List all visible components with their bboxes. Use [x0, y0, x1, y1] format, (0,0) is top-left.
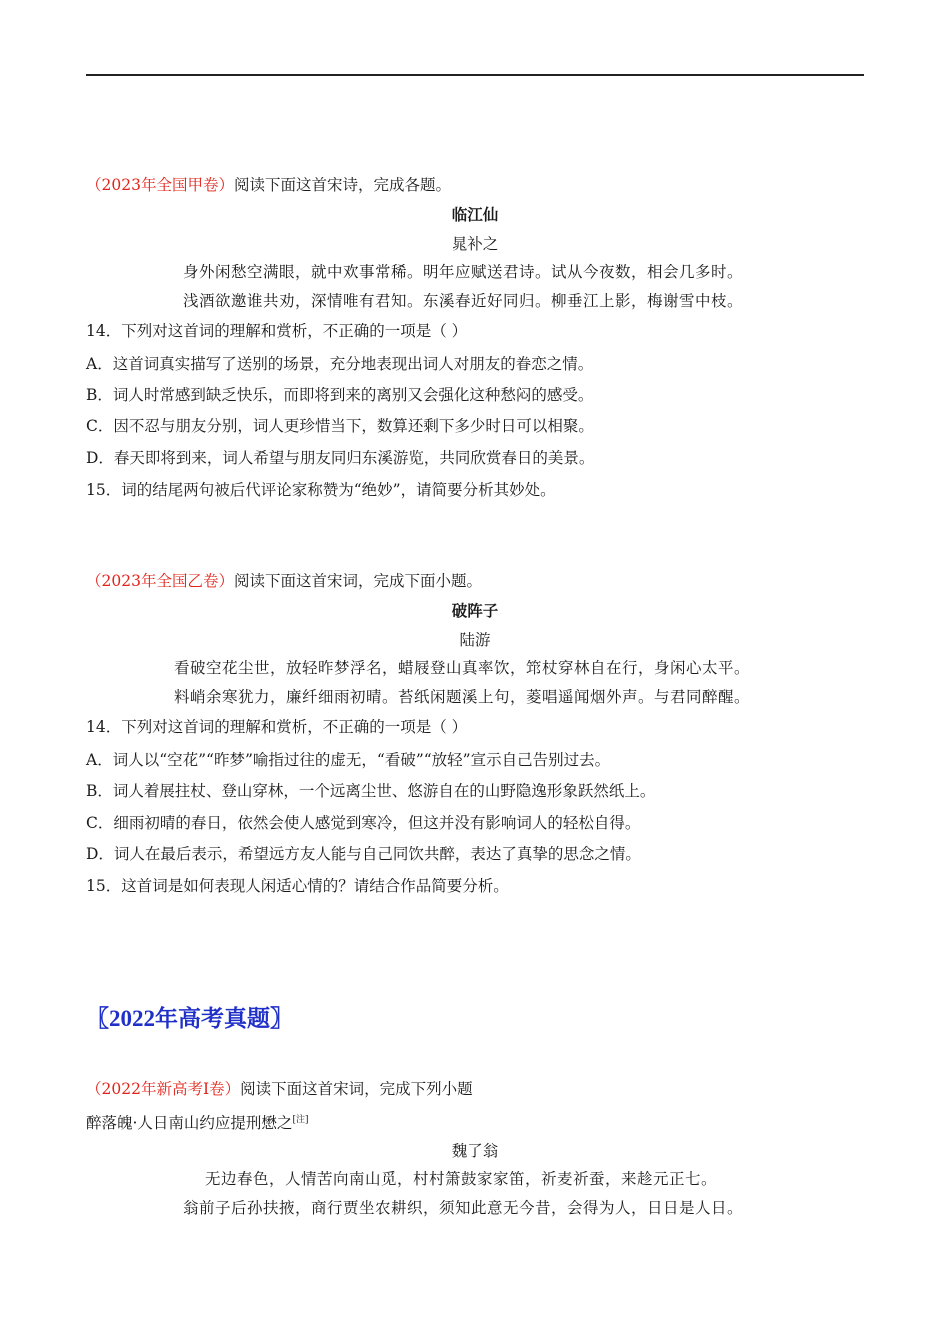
poem-verse: 翁前子后孙扶掖，商行贾坐农耕织，须知此意无今昔，会得为人，日日是人日。 [183, 1199, 744, 1217]
poem-title: 破阵子 [451, 601, 499, 620]
option-d: D．春天即将到来，词人希望与朋友同归东溪游览，共同欣赏春日的美景。 [86, 449, 595, 467]
header-rule [86, 74, 864, 76]
poem-verse: 浅酒欲邀谁共劝，深情唯有君知。东溪春近好同归。柳垂江上影，梅谢雪中枝。 [183, 292, 744, 310]
poem-verse: 身外闲愁空满眼，就中欢事常稀。明年应赋送君诗。试从今夜数，相会几多时。 [183, 263, 744, 281]
poem-title: 醉落魄·人日南山约应提刑懋之 [86, 1114, 293, 1133]
poem-author: 魏了翁 [451, 1142, 499, 1160]
question-14: 14．下列对这首词的理解和赏析，不正确的一项是（ ） [86, 718, 468, 736]
source-tag: （2023年全国甲卷） [86, 176, 234, 194]
option-a: A．这首词真实描写了送别的场景，充分地表现出词人对朋友的眷恋之情。 [86, 355, 594, 373]
option-b: B．词人时常感到缺乏快乐，而即将到来的离别又会强化这种愁闷的感受。 [86, 386, 594, 404]
question-15: 15．词的结尾两句被后代评论家称赞为“绝妙”，请简要分析其妙处。 [86, 481, 556, 499]
poem-verse: 看破空花尘世，放轻昨梦浮名，蜡屐登山真率饮，筇杖穿林自在行，身闲心太平。 [174, 659, 751, 677]
poem-verse: 料峭余寒犹力，廉纤细雨初晴。苔纸闲题溪上句，菱唱遥闻烟外声。与君同醉醒。 [174, 688, 751, 706]
question-intro-2023-jia [86, 175, 451, 195]
intro-text: 阅读下面这首宋诗，完成各题。 [233, 176, 451, 194]
poem-author: 晁补之 [451, 235, 499, 253]
poem-title-line [86, 1110, 308, 1133]
question-15: 15．这首词是如何表现人闲适心情的？请结合作品简要分析。 [86, 877, 509, 895]
poem-title: 临江仙 [451, 205, 499, 224]
source-tag: （2023年全国乙卷） [86, 572, 234, 590]
question-intro-2022-xin1 [86, 1079, 473, 1099]
source-tag: （2022年新高考Ⅰ卷） [86, 1080, 241, 1098]
option-d: D．词人在最后表示，希望远方友人能与自己同饮共醉，表达了真挚的思念之情。 [86, 845, 641, 863]
poem-verse: 无边春色，人情苦向南山觅，村村箫鼓家家笛，祈麦祈蚕，来趁元正七。 [205, 1170, 718, 1188]
poem-author: 陆游 [459, 631, 491, 649]
question-14: 14．下列对这首词的理解和赏析，不正确的一项是（ ） [86, 322, 468, 340]
option-c: C．因不忍与朋友分别，词人更珍惜当下，数算还剩下多少时日可以相聚。 [86, 417, 594, 435]
option-c: C．细雨初晴的春日，依然会使人感觉到寒冷，但这并没有影响词人的轻松自得。 [86, 814, 641, 832]
section-heading-2022: 〖2022年高考真题〗 [86, 1006, 293, 1031]
intro-text: 阅读下面这首宋词，完成下列小题 [240, 1080, 473, 1098]
intro-text: 阅读下面这首宋词，完成下面小题。 [233, 572, 482, 590]
option-b: B．词人着展拄杖、登山穿林，一个远离尘世、悠游自在的山野隐逸形象跃然纸上。 [86, 782, 656, 800]
question-intro-2023-yi [86, 571, 482, 591]
footnote-marker[interactable]: [注] [292, 1115, 309, 1125]
option-a: A．词人以“空花”“昨梦”喻指过往的虚无，“看破”“放轻”宣示自己告别过去。 [86, 751, 611, 769]
